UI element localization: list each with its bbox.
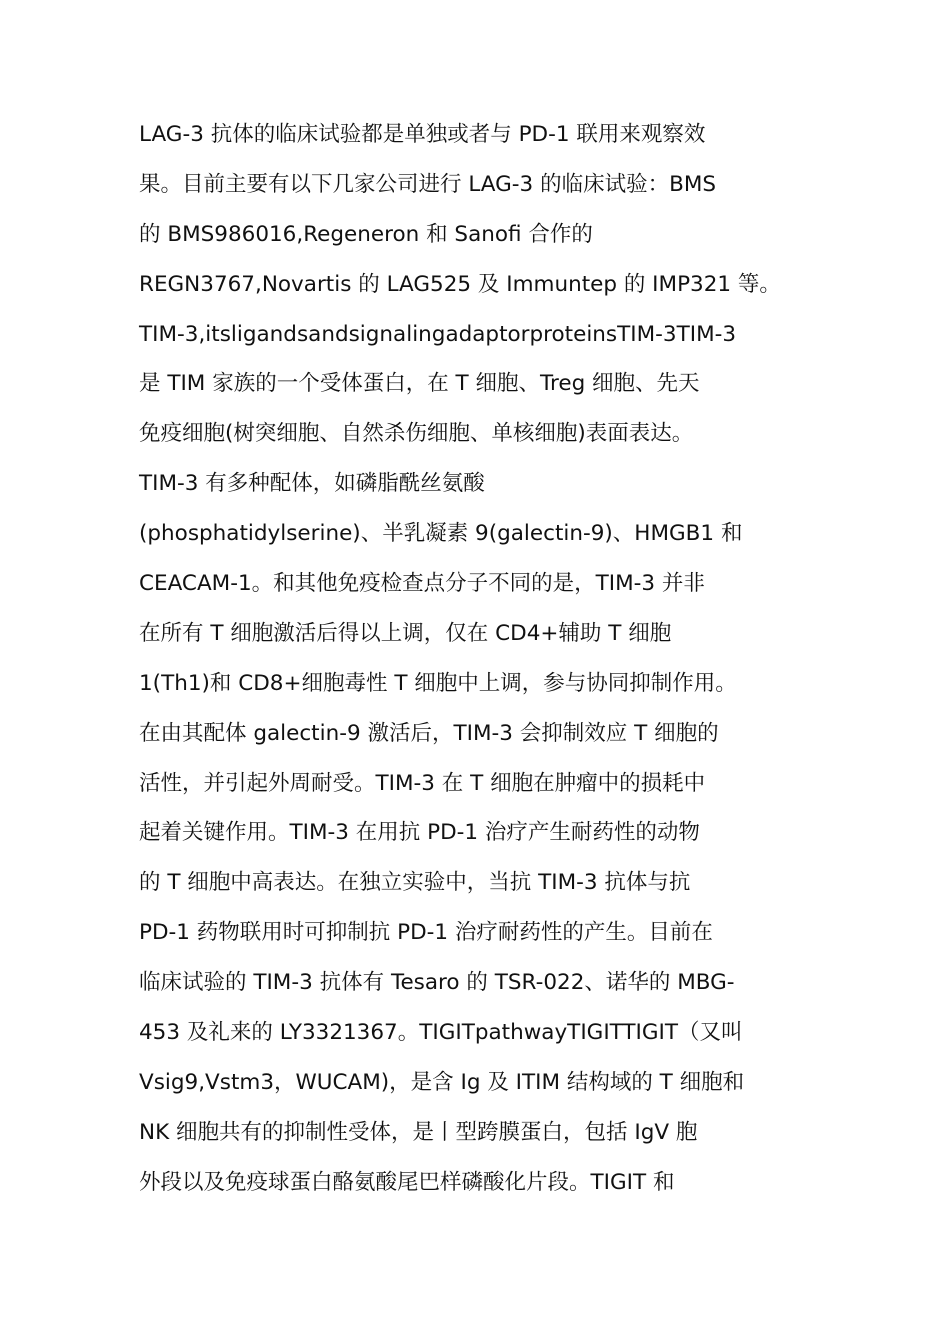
text-line: 起着关键作用。TIM-3 在用抗 PD-1 治疗产生耐药性的动物 <box>139 820 700 846</box>
text-line: 在所有 T 细胞激活后得以上调，仅在 CD4+辅助 T 细胞 <box>139 620 672 646</box>
text-line: 临床试验的 TIM-3 抗体有 Tesaro 的 TSR-022、诺华的 MBG- <box>139 970 735 996</box>
text-line: CEACAM-1。和其他免疫检查点分子不同的是，TIM-3 并非 <box>139 571 705 597</box>
text-line: TIM-3,itsligandsandsignalingadaptorproteinsTIM-3TIM-3 <box>139 321 737 347</box>
text-line: 1(Th1)和 CD8+细胞毒性 T 细胞中上调，参与协同抑制作用。 <box>139 670 737 696</box>
text-line: Vsig9,Vstm3，WUCAM)，是含 Ig 及 ITIM 结构域的 T 细胞和 <box>139 1069 745 1095</box>
text-line: 免疫细胞(树突细胞、自然杀伤细胞、单核细胞)表面表达。 <box>139 421 694 447</box>
text-line: 的 T 细胞中高表达。在独立实验中，当抗 TIM-3 抗体与抗 <box>139 870 691 896</box>
body-text <box>139 110 839 1208</box>
text-line: 外段以及免疫球蛋白酪氨酸尾巴样磷酸化片段。TIGIT 和 <box>139 1169 675 1195</box>
text-line: 果。目前主要有以下几家公司进行 LAG-3 的临床试验：BMS <box>139 171 717 197</box>
text-line: 453 及礼来的 LY3321367。TIGITpathwayTIGITTIGIT（又叫 <box>139 1020 743 1046</box>
text-line: 在由其配体 galectin-9 激活后，TIM-3 会抑制效应 T 细胞的 <box>139 720 719 746</box>
text-line: (phosphatidylserine)、半乳凝素 9(galectin-9)、HMGB1 和 <box>139 521 743 547</box>
text-line: REGN3767,Novartis 的 LAG525 及 Immuntep 的 IMP321 等。 <box>139 271 781 297</box>
text-line: 的 BMS986016,Regeneron 和 Sanofi 合作的 <box>139 221 593 247</box>
text-line: PD-1 药物联用时可抑制抗 PD-1 治疗耐药性的产生。目前在 <box>139 920 713 946</box>
text-line: TIM-3 有多种配体，如磷脂酰丝氨酸 <box>139 471 485 497</box>
text-line: LAG-3 抗体的临床试验都是单独或者与 PD-1 联用来观察效 <box>139 122 706 147</box>
text-line: 是 TIM 家族的一个受体蛋白，在 T 细胞、Treg 细胞、先天 <box>139 371 700 397</box>
text-line: 活性，并引起外周耐受。TIM-3 在 T 细胞在肿瘤中的损耗中 <box>139 770 706 796</box>
text-line: NK 细胞共有的抑制性受体，是丨型跨膜蛋白，包括 IgV 胞 <box>139 1119 698 1145</box>
